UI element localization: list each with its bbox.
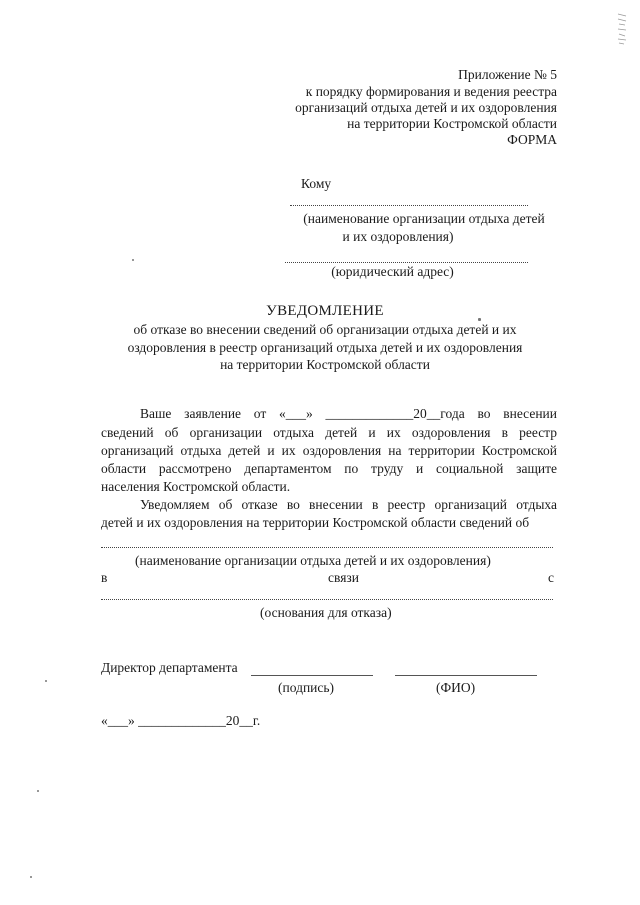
paragraph-1-line-2: сведений об организации отдыха детей и их оздоровления в реестр xyxy=(101,425,557,440)
signature-date: «___» _____________20__г. xyxy=(101,713,261,728)
fio-line xyxy=(395,675,537,676)
reason-line xyxy=(101,599,553,600)
signature-caption: (подпись) xyxy=(278,680,335,695)
archive-stamp-mark xyxy=(616,12,628,46)
word-s: с xyxy=(548,570,554,585)
addressee-org-line xyxy=(290,205,528,206)
scan-speck xyxy=(45,680,47,682)
title-subline-1: об отказе во внесении сведений об организации отдыха детей и их xyxy=(133,322,517,337)
addressee-to: Кому xyxy=(301,176,332,191)
word-v: в xyxy=(101,570,108,585)
org-name-line xyxy=(101,547,553,548)
title-subline-3: на территории Костромской области xyxy=(220,357,430,372)
fio-caption: (ФИО) xyxy=(436,680,476,695)
org-name-caption: (наименование организации отдыха детей и их оздоровления) xyxy=(135,553,491,568)
paragraph-1-line-3: организаций отдыха детей и их оздоровления на территории Костромской xyxy=(101,443,557,458)
form-label: ФОРМА xyxy=(507,132,557,147)
scan-speck xyxy=(478,318,481,321)
paragraph-2-line-2: детей и их оздоровления на территории Костромской области сведений об xyxy=(101,515,530,530)
addressee-address-caption: (юридический адрес) xyxy=(331,264,454,279)
word-svyazi: связи xyxy=(328,570,359,585)
reason-caption: (основания для отказа) xyxy=(260,605,392,620)
appendix-line-3: на территории Костромской области xyxy=(347,116,557,131)
signature-line xyxy=(251,675,373,676)
addressee-org-caption-2: и их оздоровления) xyxy=(342,229,454,244)
director-label: Директор департамента xyxy=(101,660,238,675)
appendix-number: Приложение № 5 xyxy=(458,67,557,82)
paragraph-1-line-4: области рассмотрено департаментом по труду и социальной защите xyxy=(101,461,557,476)
appendix-line-1: к порядку формирования и ведения реестра xyxy=(305,84,557,99)
paragraph-1-line-1: Ваше заявление от «___» _____________20__года во внесении xyxy=(140,406,557,421)
addressee-org-caption-1: (наименование организации отдыха детей xyxy=(303,211,545,226)
paragraph-2-line-1: Уведомляем об отказе во внесении в реестр организаций отдыха xyxy=(140,497,557,512)
paragraph-1-line-5: населения Костромской области. xyxy=(101,479,291,494)
addressee-address-line xyxy=(285,262,528,263)
title-subline-2: оздоровления в реестр организаций отдыха детей и их оздоровления xyxy=(127,340,523,355)
document-title: УВЕДОМЛЕНИЕ xyxy=(266,303,384,319)
scan-speck xyxy=(30,876,32,878)
scan-speck xyxy=(132,259,134,261)
appendix-line-2: организаций отдыха детей и их оздоровления xyxy=(295,100,557,115)
scan-speck xyxy=(37,790,39,792)
